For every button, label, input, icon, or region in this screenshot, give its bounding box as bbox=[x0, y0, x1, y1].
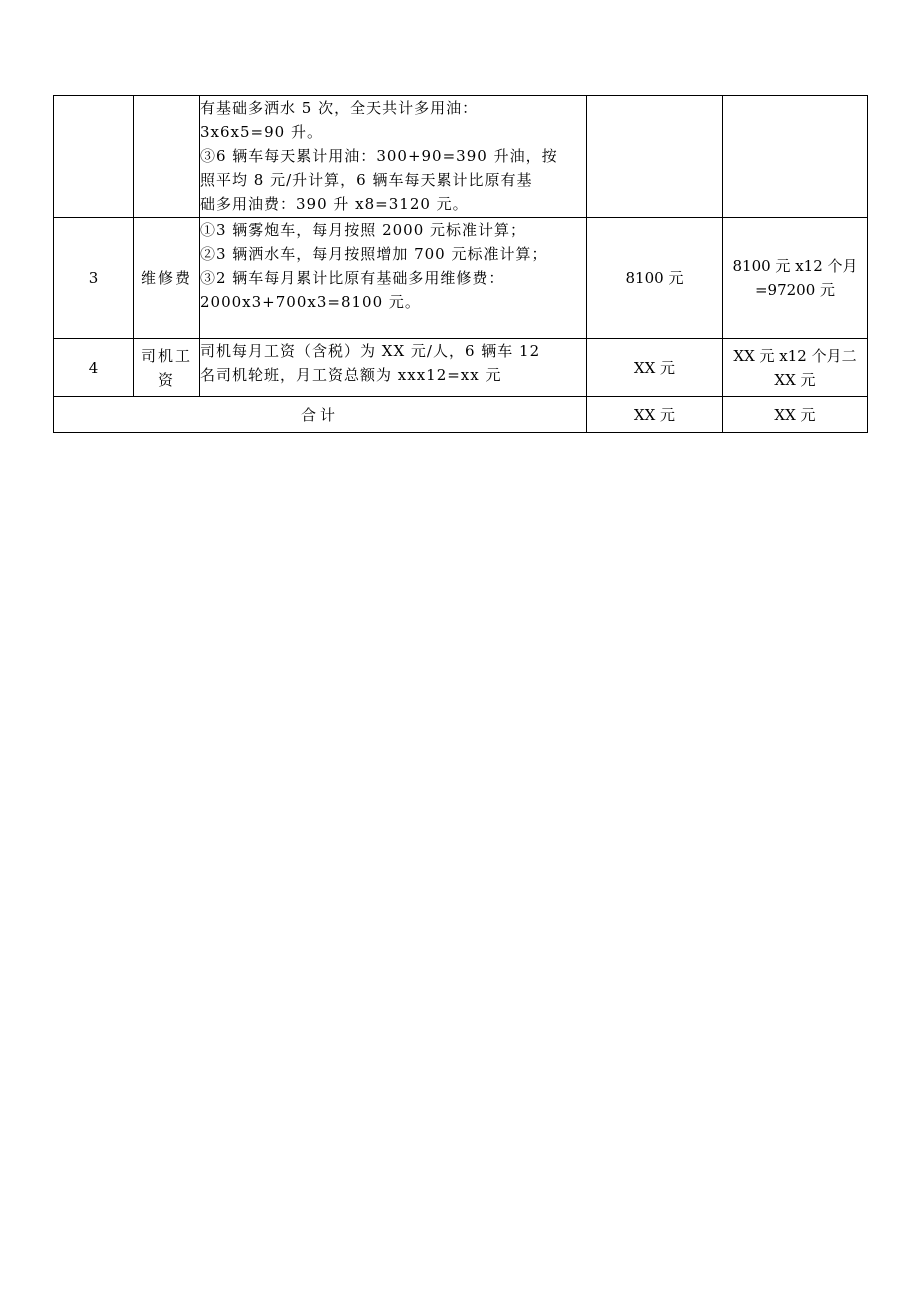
row-yearly-cost bbox=[723, 218, 868, 339]
description-line: 3x6x5=90 升。 bbox=[200, 123, 323, 141]
description-line: 础多用油费：390 升 x8=3120 元。 bbox=[200, 195, 469, 213]
table-row bbox=[54, 339, 868, 397]
description-line: ②3 辆洒水车，每月按照增加 700 元标准计算； bbox=[200, 245, 548, 263]
total-row bbox=[54, 397, 868, 433]
row-description bbox=[200, 339, 587, 397]
yearly-line: =97200 元 bbox=[754, 281, 836, 299]
row-description bbox=[200, 96, 587, 218]
cost-table bbox=[53, 95, 868, 433]
total-monthly-cost: XX 元 bbox=[587, 397, 723, 433]
description-line: ①3 辆雾炮车，每月按照 2000 元标准计算； bbox=[200, 221, 527, 239]
row-description bbox=[200, 218, 587, 339]
table-row bbox=[54, 218, 868, 339]
row-monthly-cost bbox=[587, 96, 723, 218]
yearly-line: XX 元 x12 个月二 bbox=[733, 346, 857, 365]
table-row bbox=[54, 96, 868, 218]
description-line: 司机每月工资（含税）为 XX 元/人，6 辆车 12 bbox=[200, 342, 541, 360]
item-line: 司机工 bbox=[140, 346, 192, 365]
description-line: 有基础多洒水 5 次，全天共计多用油： bbox=[200, 99, 479, 117]
row-number: 4 bbox=[54, 339, 134, 397]
description-line: 照平均 8 元/升计算，6 辆车每天累计比原有基 bbox=[200, 171, 533, 189]
row-item bbox=[134, 339, 200, 397]
row-monthly-cost: XX 元 bbox=[587, 339, 723, 397]
row-item bbox=[134, 96, 200, 218]
total-yearly-cost: XX 元 bbox=[723, 397, 868, 433]
row-monthly-cost: 8100 元 bbox=[587, 218, 723, 339]
yearly-line: 8100 元 x12 个月 bbox=[732, 257, 858, 275]
row-yearly-cost bbox=[723, 96, 868, 218]
description-line: ③2 辆车每月累计比原有基础多用维修费： bbox=[200, 269, 505, 287]
row-item: 维修费 bbox=[134, 218, 200, 339]
row-yearly-cost bbox=[723, 339, 868, 397]
description-line: 2000x3+700x3=8100 元。 bbox=[200, 293, 421, 311]
total-label: 合计 bbox=[54, 397, 587, 433]
description-line: 名司机轮班，月工资总额为 xxx12=xx 元 bbox=[200, 366, 502, 384]
description-line: ③6 辆车每天累计用油：300+90=390 升油，按 bbox=[200, 147, 558, 165]
row-number bbox=[54, 96, 134, 218]
yearly-line: XX 元 bbox=[774, 370, 816, 389]
row-number: 3 bbox=[54, 218, 134, 339]
item-line: 资 bbox=[157, 370, 175, 389]
